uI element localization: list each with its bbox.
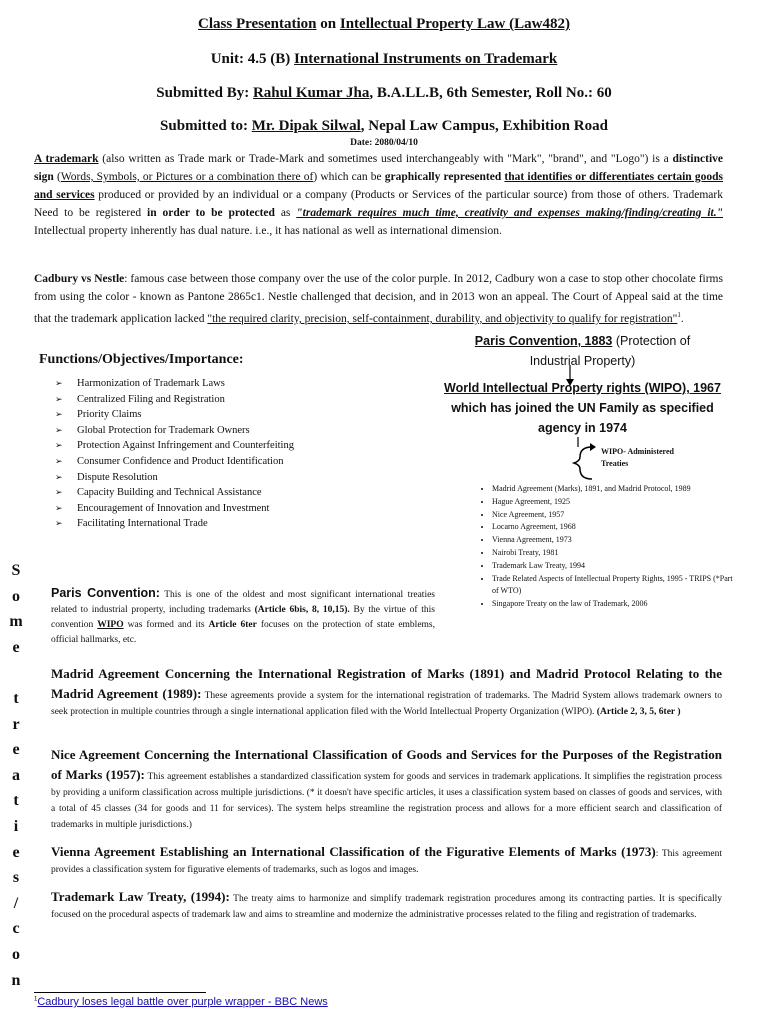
wipo-box	[420, 378, 745, 438]
tlt-title: Trademark Law Treaty, (1994):	[51, 889, 230, 904]
tlt-text: The treaty aims to harmonize and simplify trademark registration procedures among its contracting parties. It is specifically focused on the procedural aspects of trademark law and aims to streamline and modernize the administrative processes related to the filing and registration of trademarks.	[51, 894, 722, 920]
paris-section	[51, 586, 435, 648]
treaties-list	[470, 483, 740, 611]
submitted-by-line	[0, 85, 768, 102]
paris-1883: Paris Convention, 1883	[474, 334, 613, 348]
treaty-item: • Trademark Law Treaty, 1994	[492, 560, 740, 573]
vienna-title: Vienna Agreement Establishing an International Classification of the Figurative Elements of Marks (1973)	[51, 844, 656, 859]
cadbury-text: : famous case between those company over the use of the color purple. In 2012, Cadbury won a case to stop other chocolate firms from using the color - known as Pantone 2865c1. Nestle challenged that decision, and in 2013 won an appeal. The Court of Appeal said at the time that the trademark application lacked	[34, 273, 723, 325]
treaty-item: • Nairobi Treaty, 1981	[492, 547, 740, 560]
treaty-item: • Nice Agreement, 1957	[492, 509, 740, 522]
paris-text-2: By the virtue of this convention	[51, 605, 435, 630]
footnote-link[interactable]: Cadbury loses legal battle over purple wrapper - BBC News	[37, 996, 328, 1008]
intro-quote: "trademark requires much time, creativity and expenses making/finding/creating it."	[296, 207, 723, 219]
vertical-letter: c	[12, 920, 20, 938]
vertical-letter: a	[12, 766, 20, 784]
function-item: ➢ Encouragement of Innovation and Investment	[55, 501, 385, 517]
function-item: ➢ Dispute Resolution	[55, 470, 385, 486]
unit-line	[0, 51, 768, 68]
vertical-letter: r	[12, 715, 20, 733]
vertical-letter: S	[11, 562, 21, 579]
cadbury-end: .	[680, 312, 684, 325]
madrid-section	[51, 664, 722, 720]
vertical-letter: n	[11, 971, 21, 989]
vertical-letter	[6, 664, 26, 690]
title-course: Intellectual Property Law (Law482)	[339, 16, 570, 32]
function-item: ➢ Centralized Filing and Registration	[55, 392, 385, 408]
treaty-item: • Vienna Agreement, 1973	[492, 534, 740, 547]
vertical-letter: t	[13, 792, 19, 810]
function-item: ➢ Capacity Building and Technical Assistance	[55, 485, 385, 501]
paris-title: Paris Convention:	[51, 586, 160, 600]
function-item: ➢ Facilitating International Trade	[55, 516, 385, 532]
treaty-item: • Singapore Treaty on the law of Trademark, 2006	[492, 598, 740, 611]
vertical-letter: o	[12, 945, 20, 963]
administered-line1: WIPO- Administered	[601, 447, 674, 456]
term-identifies: that identifies or differentiates certain goods and services	[34, 171, 723, 201]
intro-text-2: (	[53, 171, 61, 183]
trademark-definition	[34, 150, 723, 240]
nice-section	[51, 745, 722, 833]
submitted-by-label: Submitted By:	[156, 85, 253, 101]
vertical-letter: m	[9, 613, 23, 631]
term-distinctive-sign: distinctive sign	[34, 153, 724, 183]
function-item: ➢ Global Protection for Trademark Owners	[55, 423, 385, 439]
footnote	[34, 996, 328, 1008]
nice-title: Nice Agreement Concerning the International Classification of Goods and Services for the Purposes of the Registration of Marks (1957):	[51, 747, 722, 782]
title-connector: on	[316, 16, 340, 32]
paris-wipo: WIPO	[97, 620, 124, 630]
teacher-name: Mr. Dipak Silwal	[251, 118, 361, 134]
campus-details: , Nepal Law Campus, Exhibition Road	[360, 118, 608, 134]
term-protected: in order to be protected	[147, 207, 275, 219]
vertical-letter: s	[12, 869, 20, 887]
treaty-item: • Hague Agreement, 1925	[492, 496, 740, 509]
functions-list	[55, 376, 385, 532]
footnote-mark: 1	[34, 996, 38, 1003]
function-item: ➢ Priority Claims	[55, 407, 385, 423]
madrid-articles: (Article 2, 3, 5, 6ter )	[596, 707, 681, 717]
footnote-ref[interactable]: 1	[677, 311, 681, 319]
submitted-to-label: Submitted to:	[160, 118, 252, 134]
vertical-letter: e	[12, 741, 20, 759]
vertical-letter: o	[12, 587, 20, 605]
vertical-letter: e	[12, 843, 20, 861]
unit-number: Unit: 4.5 (B)	[210, 51, 295, 67]
title-line	[0, 16, 768, 33]
function-item: ➢ Consumer Confidence and Product Identification	[55, 454, 385, 470]
paris-text-1: This is one of the oldest and most significant international treaties related to industrial property, including trademarks	[51, 590, 435, 615]
administered-line2: Treaties	[601, 459, 629, 468]
term-graphically: graphically represented	[384, 171, 502, 183]
submitted-to-line	[0, 118, 768, 135]
brace-icon	[566, 437, 600, 481]
wipo-un: which has joined the UN Family as specified	[451, 401, 714, 415]
vertical-letter: t	[13, 689, 19, 707]
madrid-title: Madrid Agreement Concerning the International Registration of Marks (1891) and Madrid Protocol Relating to the Madrid Agreement (1989):	[51, 666, 722, 701]
vertical-letter: i	[13, 817, 19, 835]
functions-title: Functions/Objectives/Importance:	[39, 352, 244, 367]
treaty-item: • Trade Related Aspects of Intellectual Property Rights, 1995 - TRIPS (*Part of WTO)	[492, 573, 740, 599]
madrid-text: These agreements provide a system for the international registration of trademarks. The Madrid System allows trademark owners to seek protection in multiple countries through a single international application filed with the World Intellectual Property Organization (WIPO).	[51, 691, 722, 717]
paris-article-6ter: Article 6ter	[208, 620, 257, 630]
vienna-text: : This agreement provides a classification system for figurative elements of trademarks, such as logos and images.	[51, 849, 722, 875]
paris-industrial: Industrial Property)	[529, 354, 636, 368]
student-name: Rahul Kumar Jha	[252, 85, 370, 101]
wipo-title: World Intellectual Property rights (WIPO), 1967	[444, 381, 721, 395]
vertical-letter: /	[13, 894, 19, 912]
intro-text-4: produced or provided by an individual or a company (Products or Services of the particular source) from those of others. Trademark Need to be registered	[34, 189, 723, 219]
unit-title: International Instruments on Trademark	[294, 51, 558, 67]
date: Date: 2080/04/10	[350, 138, 418, 148]
treaty-item: • Locarno Agreement, 1968	[492, 521, 740, 534]
intro-text-3: ) which can be	[313, 171, 385, 183]
intro-text-1: (also written as Trade mark or Trade-Mark and sometimes used interchangeably with "Mark", "brand", and "Logo") is a	[98, 153, 673, 165]
paris-box	[430, 331, 735, 371]
function-item: ➢ Harmonization of Trademark Laws	[55, 376, 385, 392]
vertical-letter: e	[12, 638, 20, 656]
student-details: , B.A.LL.B, 6th Semester, Roll No.: 60	[369, 85, 612, 101]
nice-text: This agreement establishes a standardized classification system for goods and services in trademark applications. It simplifies the registration process by providing a uniform classification across multiple jurisdictions. (* it doesn't have specific articles, it uses a classification system based on classes of goods and services, with a total of 45 classes (34 for goods and 11 for services). The system helps streamline the registration process and allows for a more efficient search and classification of trademarks in multiple jurisdictions.)	[51, 772, 722, 830]
wipo-agency: agency in 1974	[538, 421, 627, 435]
cadbury-title: Cadbury vs Nestle	[34, 273, 125, 285]
intro-examples: Words, Symbols, or Pictures or a combination there of	[60, 171, 314, 183]
vienna-section	[51, 842, 722, 878]
tlt-section	[51, 887, 722, 923]
footnote-divider	[34, 992, 206, 993]
term-trademark: A trademark	[34, 153, 99, 165]
intro-text-6: Intellectual property inherently has dual nature. i.e., it has national as well as international dimension.	[34, 225, 502, 237]
paris-protection: (Protection of	[612, 334, 691, 348]
cadbury-case	[34, 270, 723, 328]
cadbury-quote: "the required clarity, precision, self-containment, durability, and objectivity to qualify for registration"	[207, 312, 678, 325]
intro-text-5: as	[274, 207, 297, 219]
title-presentation: Class Presentation	[198, 16, 317, 32]
vertical-side-text	[6, 562, 26, 997]
administered-label	[601, 446, 674, 470]
paris-text-4: focuses on the protection of state emblems, official hallmarks, etc.	[51, 620, 435, 645]
paris-articles: (Article 6bis, 8, 10,15).	[254, 605, 350, 615]
treaty-item: • Madrid Agreement (Marks), 1891, and Madrid Protocol, 1989	[492, 483, 740, 496]
function-item: ➢ Protection Against Infringement and Counterfeiting	[55, 438, 385, 454]
paris-text-3: was formed and its	[123, 620, 209, 630]
